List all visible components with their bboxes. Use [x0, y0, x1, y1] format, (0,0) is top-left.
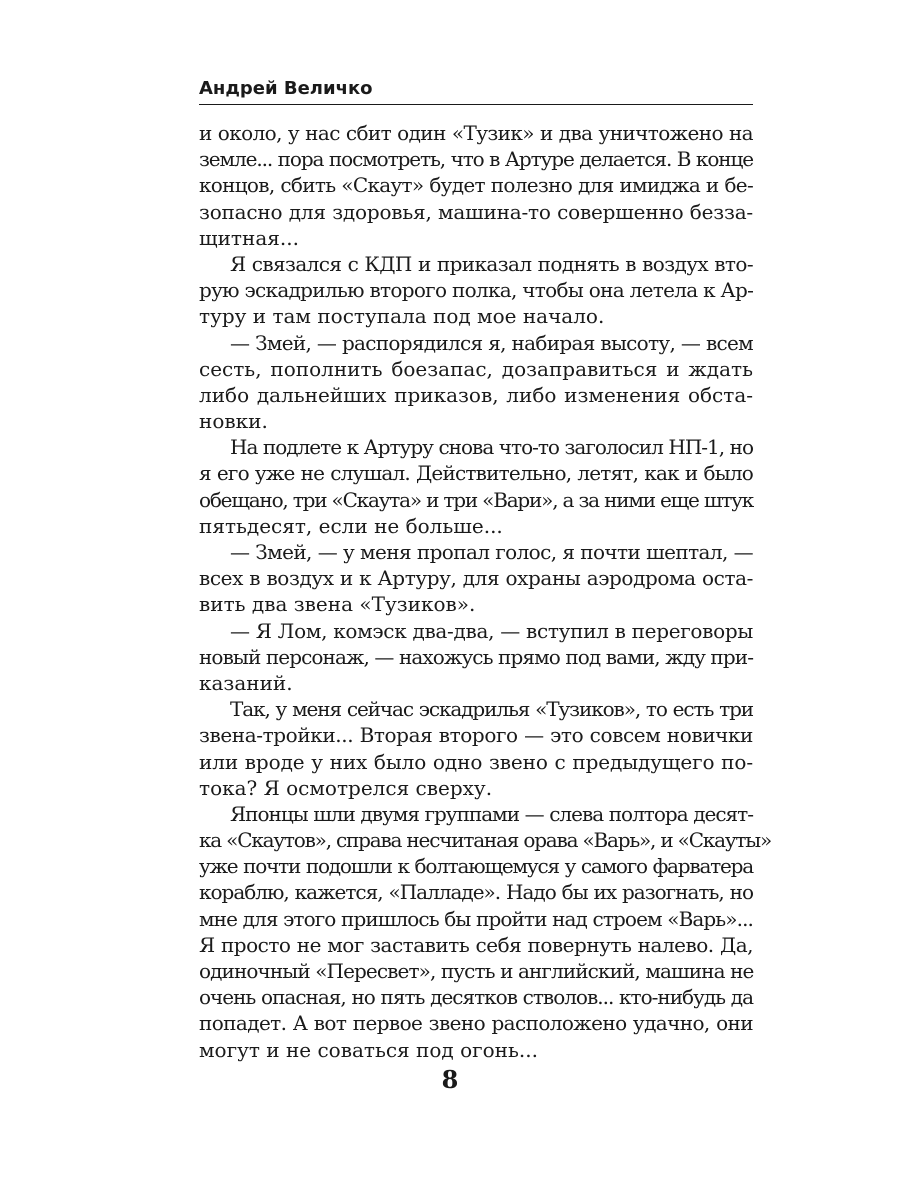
text-line: Я просто не мог заставить себя повернуть налево. Да, [199, 932, 753, 957]
text-line: я его уже не слушал. Действительно, летят, как и было [199, 461, 753, 486]
text-line: зопасно для здоровья, машина-то совершенно безза- [199, 199, 753, 224]
text-line: очень опасная, но пять десятков стволов... кто-нибудь да [199, 985, 753, 1010]
text-line: или вроде у них было одно звено с предыдущего по- [199, 749, 753, 774]
text-line: На подлете к Артуру снова что-то заголосил НП-1, но [230, 435, 753, 460]
text-line: Так, у меня сейчас эскадрилья «Тузиков», то есть три [230, 697, 753, 722]
text-line: новки. [199, 409, 268, 434]
text-line: земле... пора посмотреть, что в Артуре делается. В конце [199, 147, 753, 172]
paragraph [199, 696, 753, 801]
body-text [199, 120, 772, 1063]
paragraph [199, 251, 753, 330]
text-line: тока? Я осмотрелся сверху. [199, 775, 493, 800]
text-line: одиночный «Пересвет», пусть и английский, машина не [199, 959, 754, 983]
paragraph [199, 539, 753, 618]
text-line: уже почти подошли к болтающемуся у самого фарватера [199, 854, 753, 879]
text-line: Японцы шли двумя группами — слева полтора десят- [230, 801, 753, 826]
text-line: обещано, три «Скаута» и три «Вари», а за ними еще штук [199, 487, 753, 512]
text-line: новый персонаж, — нахожусь прямо под вами, жду при- [199, 644, 754, 669]
page-number: 8 [441, 1065, 459, 1094]
text-line: пятьдесят, если не больше... [199, 513, 503, 538]
text-line: — Я Лом, комэск два-два, — вступил в переговоры [230, 618, 753, 643]
text-line: мне для этого пришлось бы пройти над строем «Варь»... [199, 906, 753, 931]
text-line: попадет. А вот первое звено расположено удачно, они [199, 1011, 753, 1036]
text-line: Я связался с КДП и приказал поднять в воздух вто- [230, 251, 753, 276]
running-head-author: Андрей Величко [199, 78, 373, 99]
paragraph [199, 618, 753, 697]
text-line: кораблю, кажется, «Палладе». Надо бы их разогнать, но [199, 880, 753, 905]
paragraph [199, 434, 753, 539]
text-line: рую эскадрилью второго полка, чтобы она летела к Ар- [199, 278, 754, 303]
text-line: — Змей, — распорядился я, набирая высоту, — всем [230, 330, 753, 355]
text-line: сесть, пополнить боезапас, дозаправиться и ждать [199, 356, 753, 381]
text-line: казаний. [199, 670, 293, 695]
paragraph [199, 801, 772, 1063]
text-line: и около, у нас сбит один «Тузик» и два уничтожено на [199, 121, 753, 145]
text-line: туру и там поступала под мое начало. [199, 304, 605, 329]
text-line: всех в воздух и к Артуру, для охраны аэродрома оста- [199, 566, 753, 591]
text-line: щитная... [199, 225, 299, 250]
text-line: могут и не соваться под огонь... [199, 1037, 538, 1062]
text-line: ка «Скаутов», справа несчитаная орава «Варь», и «Скауты» [199, 828, 772, 853]
paragraph [199, 120, 753, 251]
header-rule [199, 104, 753, 105]
text-line: либо дальнейших приказов, либо изменения обста- [199, 382, 753, 407]
text-line: вить два звена «Тузиков». [199, 592, 476, 617]
text-line: концов, сбить «Скаут» будет полезно для имиджа и бе- [199, 173, 753, 198]
text-line: звена-тройки... Вторая второго — это совсем новички [199, 723, 753, 748]
paragraph [199, 330, 753, 435]
text-line: — Змей, — у меня пропал голос, я почти шептал, — [230, 540, 753, 564]
